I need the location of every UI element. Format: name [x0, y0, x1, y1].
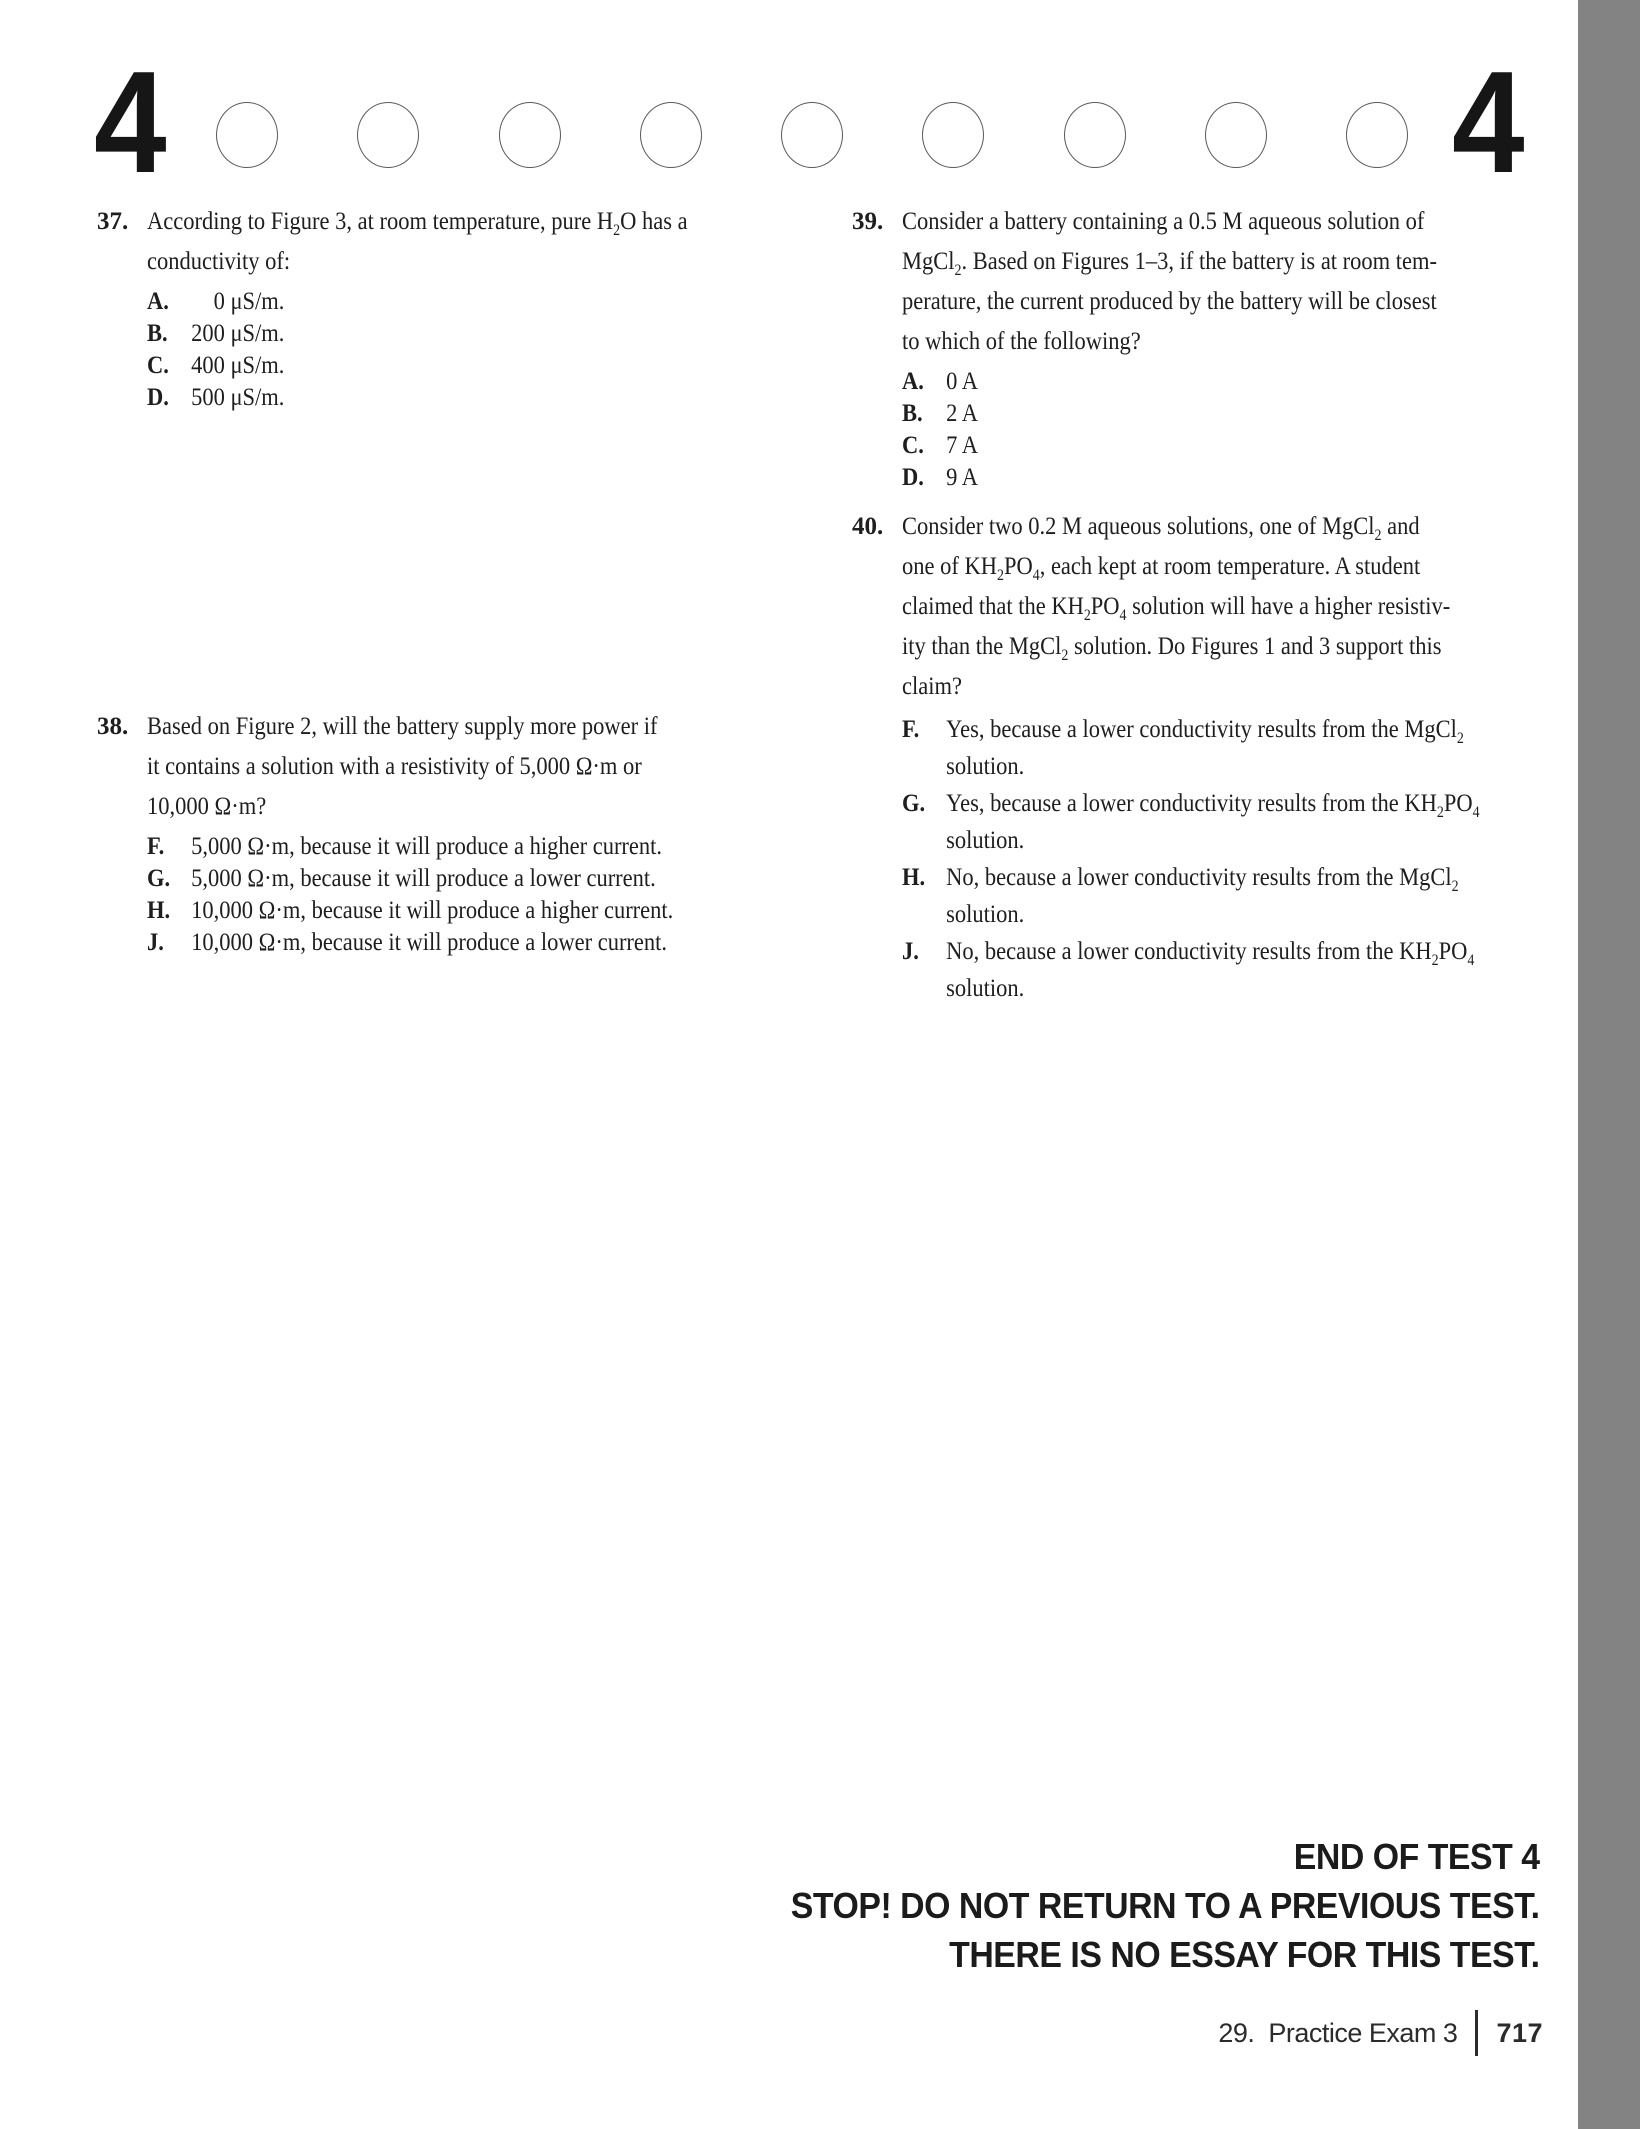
option-letter: G.: [902, 790, 926, 817]
stop-notice-line: STOP! DO NOT RETURN TO A PREVIOUS TEST.: [791, 1885, 1540, 1926]
option-letter: C.: [147, 352, 169, 379]
option-text: Yes, because a lower conductivity results from the $KH_2PO_4$ solution.: [946, 790, 1480, 854]
option-letter: D.: [147, 384, 169, 411]
answer-bubble: [499, 102, 561, 168]
option-row: [902, 366, 1505, 398]
question-text: Consider a battery containing a 0.5 M aqueous solution of MgCl$_2$. Based on Figures 1–3, if the battery is at room tem- perature, the current produced by the battery will be closest to which of the following?: [902, 208, 1438, 355]
option-letter: A.: [147, 288, 169, 315]
answer-bubble: [1346, 102, 1408, 168]
option-row: [902, 430, 1505, 462]
page-number: 717: [1496, 2017, 1543, 2048]
option-letter: D.: [902, 464, 924, 491]
question-37: [97, 202, 809, 414]
answer-bubble: [640, 102, 702, 168]
answer-bubble: [781, 102, 843, 168]
option-row: [902, 398, 1505, 430]
option-text: No, because a lower conductivity results from the $KH_2PO_4$ solution.: [946, 938, 1475, 1002]
option-row: [147, 286, 743, 318]
option-text: 0 A: [946, 368, 978, 395]
option-row: [147, 863, 743, 895]
option-letter: G.: [147, 865, 171, 892]
option-row: [902, 859, 1505, 933]
answer-bubble: [922, 102, 984, 168]
option-row: [147, 318, 743, 350]
option-letter: B.: [147, 320, 168, 347]
option-text: 5,000 Ω·m, because it will produce a higher current.: [191, 833, 663, 860]
option-row: [147, 831, 743, 863]
question-40: [852, 507, 1572, 1007]
option-text: 7 A: [946, 432, 978, 459]
option-text: 10,000 Ω·m, because it will produce a higher current.: [191, 897, 674, 924]
option-letter: A.: [902, 368, 924, 395]
test-number-left: 4: [94, 41, 164, 203]
essay-notice-line: THERE IS NO ESSAY FOR THIS TEST.: [949, 1934, 1540, 1975]
options-list: [147, 831, 743, 959]
question-number: 37.: [97, 208, 129, 235]
option-text: No, because a lower conductivity results from the MgCl$_2$ solution.: [946, 864, 1459, 928]
option-row: [147, 927, 743, 959]
question-38: [97, 707, 809, 959]
option-text: 0 μS/m.: [191, 288, 285, 315]
footer-divider: [1475, 2010, 1478, 2056]
answer-bubble: [1205, 102, 1267, 168]
option-letter: F.: [902, 716, 920, 743]
options-list: [147, 286, 743, 414]
options-list: [902, 711, 1505, 1007]
question-number: 40.: [852, 513, 884, 540]
option-text: 200 μS/m.: [191, 320, 285, 347]
option-row: [147, 895, 743, 927]
question-number: 38.: [97, 713, 129, 740]
option-row: [147, 350, 743, 382]
option-text: 500 μS/m.: [191, 384, 285, 411]
test-number-right: 4: [1452, 41, 1522, 203]
option-text: 400 μS/m.: [191, 352, 285, 379]
option-row: [902, 933, 1505, 1007]
question-text: Consider two 0.2 M aqueous solutions, one of MgCl$_2$ and one of $KH_2PO_4$, each kept at room temperature. A student claimed that the $KH_2PO_4$ solution will have a higher resistiv- ity than the MgCl$_2$ solution. Do Figures 1 and 3 support this claim?: [902, 513, 1451, 700]
question-text: Based on Figure 2, will the battery supply more power if it contains a solution with a resistivity of 5,000 Ω·m or 10,000 Ω·m?: [147, 713, 658, 820]
answer-bubble: [216, 102, 278, 168]
option-text: 9 A: [946, 464, 978, 491]
option-letter: B.: [902, 400, 923, 427]
question-39: [852, 202, 1572, 494]
page-footer: [1218, 2008, 1543, 2058]
option-text: 2 A: [946, 400, 978, 427]
option-row: [902, 711, 1505, 785]
option-letter: H.: [147, 897, 171, 924]
option-text: Yes, because a lower conductivity results from the MgCl$_2$ solution.: [946, 716, 1464, 780]
answer-bubble: [1064, 102, 1126, 168]
option-row: [902, 462, 1505, 494]
question-text: According to Figure 3, at room temperature, pure $H_2O$ has a conductivity of:: [147, 208, 688, 275]
option-row: [147, 382, 743, 414]
page-edge-gray-bar: [1578, 0, 1640, 2129]
option-letter: H.: [902, 864, 926, 891]
options-list: [902, 366, 1505, 494]
option-row: [902, 785, 1505, 859]
option-letter: C.: [902, 432, 924, 459]
question-number: 39.: [852, 208, 884, 235]
option-letter: J.: [147, 929, 164, 956]
option-text: 5,000 Ω·m, because it will produce a lower current.: [191, 865, 656, 892]
option-letter: F.: [147, 833, 165, 860]
end-of-test-block: [791, 1832, 1540, 1979]
option-text: 10,000 Ω·m, because it will produce a lower current.: [191, 929, 668, 956]
option-letter: J.: [902, 938, 919, 965]
bubble-row: [216, 102, 1408, 168]
answer-bubble: [357, 102, 419, 168]
chapter-label: 29. Practice Exam 3: [1218, 2017, 1458, 2048]
end-of-test-line: END OF TEST 4: [1294, 1836, 1540, 1877]
